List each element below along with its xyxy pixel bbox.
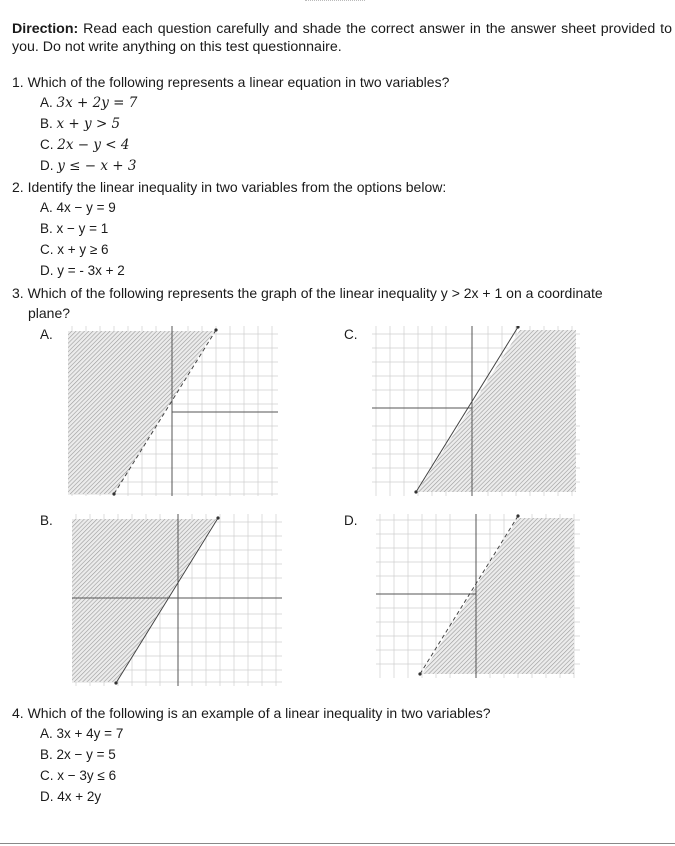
line-endpoint <box>414 490 417 493</box>
q4-option-c[interactable] <box>40 767 116 785</box>
q4-option-b[interactable] <box>40 746 116 764</box>
q1-option-c[interactable] <box>40 136 129 154</box>
option-expression: 2x − y < 4 <box>57 137 130 153</box>
graph-b-label[interactable]: B. <box>40 513 53 528</box>
shaded-region <box>72 519 216 682</box>
q2-option-c[interactable] <box>40 241 109 259</box>
option-letter: C. <box>40 137 54 152</box>
option-expression: x − y = 1 <box>56 221 109 236</box>
option-letter: B. <box>40 116 53 131</box>
option-expression: x + y ≥ 6 <box>57 242 109 257</box>
option-letter: B. <box>40 221 53 236</box>
option-letter: C. <box>40 242 54 257</box>
graph-c-label[interactable]: C. <box>344 327 358 342</box>
option-expression: 2x − y = 5 <box>56 747 116 762</box>
option-letter: D. <box>40 158 54 173</box>
option-expression: 4x − y = 9 <box>56 200 116 215</box>
graph-d-label[interactable]: D. <box>344 513 358 528</box>
question-1-stem: 1. Which of the following represents a linear equation in two variables? <box>12 74 450 90</box>
shaded-region <box>422 518 574 674</box>
question-4-stem: 4. Which of the following is an example of a linear inequality in two variables? <box>12 705 491 721</box>
q2-option-b[interactable] <box>40 220 108 238</box>
option-expression: 4x + 2y <box>57 789 102 804</box>
shaded-region <box>417 330 576 492</box>
option-expression: y = - 3x + 2 <box>57 263 125 278</box>
line-endpoint <box>216 516 219 519</box>
q2-option-a[interactable] <box>40 199 116 217</box>
q1-option-b[interactable] <box>40 115 120 133</box>
option-letter: C. <box>40 768 54 783</box>
line-endpoint <box>418 672 421 675</box>
option-expression: 3x + 4y = 7 <box>56 726 124 741</box>
direction-text: Read each question carefully and shade the correct answer in the answer sheet provided to you. Do not write anything on this test questionnaire. <box>12 21 672 55</box>
option-letter: B. <box>40 747 53 762</box>
header-mark <box>305 0 365 4</box>
question-3-stem-line1: 3. Which of the following represents the graph of the linear inequality y > 2x + 1 on a coordinate <box>12 285 603 301</box>
line-endpoint <box>516 514 519 517</box>
direction-paragraph <box>12 20 672 56</box>
option-letter: A. <box>40 726 53 741</box>
option-letter: D. <box>40 789 54 804</box>
graph-a-label[interactable]: A. <box>40 327 53 342</box>
option-expression: x + y > 5 <box>56 116 121 132</box>
option-letter: A. <box>40 200 53 215</box>
graph-d[interactable] <box>376 514 580 678</box>
line-endpoint <box>214 328 217 331</box>
q1-option-d[interactable] <box>40 157 137 175</box>
graph-c[interactable] <box>372 326 580 496</box>
q2-option-d[interactable] <box>40 262 125 280</box>
line-endpoint <box>112 492 115 495</box>
graph-a[interactable] <box>68 326 278 496</box>
question-2-stem: 2. Identify the linear inequality in two variables from the options below: <box>12 179 447 195</box>
option-expression: y ≤ − x + 3 <box>57 158 137 174</box>
direction-label: Direction: <box>12 21 79 37</box>
q4-option-a[interactable] <box>40 725 123 743</box>
q4-option-d[interactable] <box>40 788 101 806</box>
option-letter: D. <box>40 263 54 278</box>
option-expression: x − 3y ≤ 6 <box>57 768 117 783</box>
q1-option-a[interactable] <box>40 94 137 112</box>
question-3-stem-line2: plane? <box>28 305 71 321</box>
option-letter: A. <box>40 95 53 110</box>
page-bottom-rule <box>0 843 675 844</box>
line-endpoint <box>114 681 117 684</box>
graph-b[interactable] <box>72 514 282 686</box>
option-expression: 3x + 2y = 7 <box>56 95 138 111</box>
